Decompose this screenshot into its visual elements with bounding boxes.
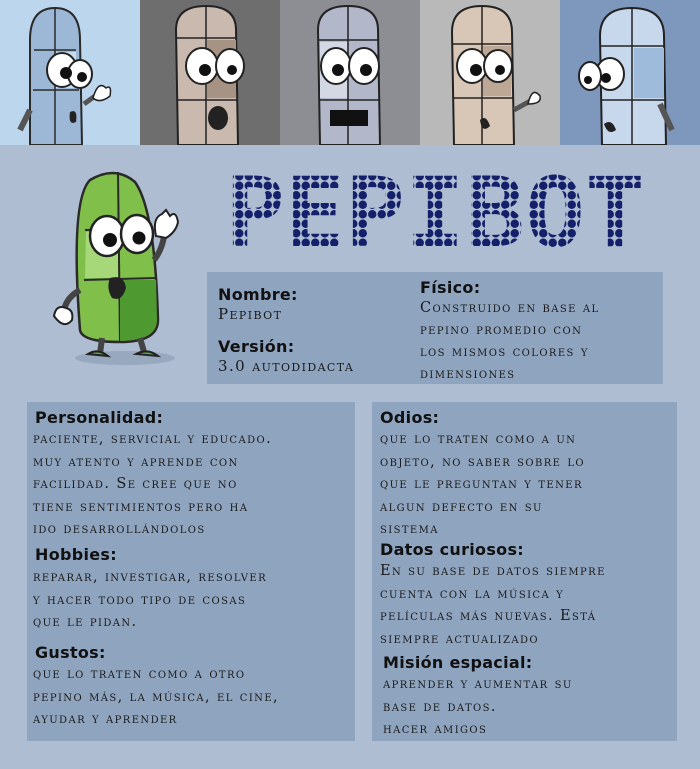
poses-strip [0, 0, 700, 145]
pose-panel-pointing [420, 0, 560, 145]
nombre-label: Nombre: [218, 285, 298, 304]
hobbies-value: reparar, investigar, resolver y hacer todo tipo de cosas que le pidan. [33, 569, 267, 630]
pose-panel-side [560, 0, 700, 145]
nombre-value: Pepibot [218, 305, 283, 323]
personalidad-label: Personalidad: [35, 408, 164, 427]
datos-curiosos-label: Datos curiosos: [380, 540, 524, 559]
pepibot-mascot-illustration [40, 170, 200, 370]
mision-espacial-label: Misión espacial: [383, 653, 533, 672]
title-text: PEPIBOT [225, 162, 645, 257]
hobbies-label: Hobbies: [35, 545, 117, 564]
personalidad-value: paciente, servicial y educado. muy atento y aprende con facilidad. Se cree que no tiene sentimientos pero ha ido desarrollándolos [33, 431, 273, 537]
robot-pointing-illustration [420, 0, 560, 145]
pose-panel-waving [0, 0, 140, 145]
gustos-value: que lo traten como a otro pepino más, la música, el cine, ayudar y aprender [33, 666, 280, 727]
mision-espacial-value: aprender y aumentar su base de datos. hacer amigos [383, 676, 573, 737]
version-value: 3.0 autodidacta [218, 357, 355, 375]
pose-panel-blocked [280, 0, 420, 145]
version-label: Versión: [218, 337, 295, 356]
odios-value: que lo traten como a un objeto, no saber sobre lo que le preguntan y tener algun defecto en su sistema [380, 431, 586, 537]
gustos-label: Gustos: [35, 643, 106, 662]
fisico-label: Físico: [420, 278, 481, 297]
datos-curiosos-value: En su base de datos siempre cuenta con la música y películas más nuevas. Está siempre actualizado [380, 563, 606, 647]
page-title [225, 162, 645, 257]
robot-surprised-illustration [140, 0, 280, 145]
robot-waving-illustration [0, 0, 140, 145]
fisico-value: Construido en base al pepino promedio con los mismos colores y dimensiones [420, 300, 600, 382]
pose-panel-surprised [140, 0, 280, 145]
odios-label: Odios: [380, 408, 440, 427]
robot-side-illustration [560, 0, 700, 145]
robot-blocked-illustration [280, 0, 420, 145]
